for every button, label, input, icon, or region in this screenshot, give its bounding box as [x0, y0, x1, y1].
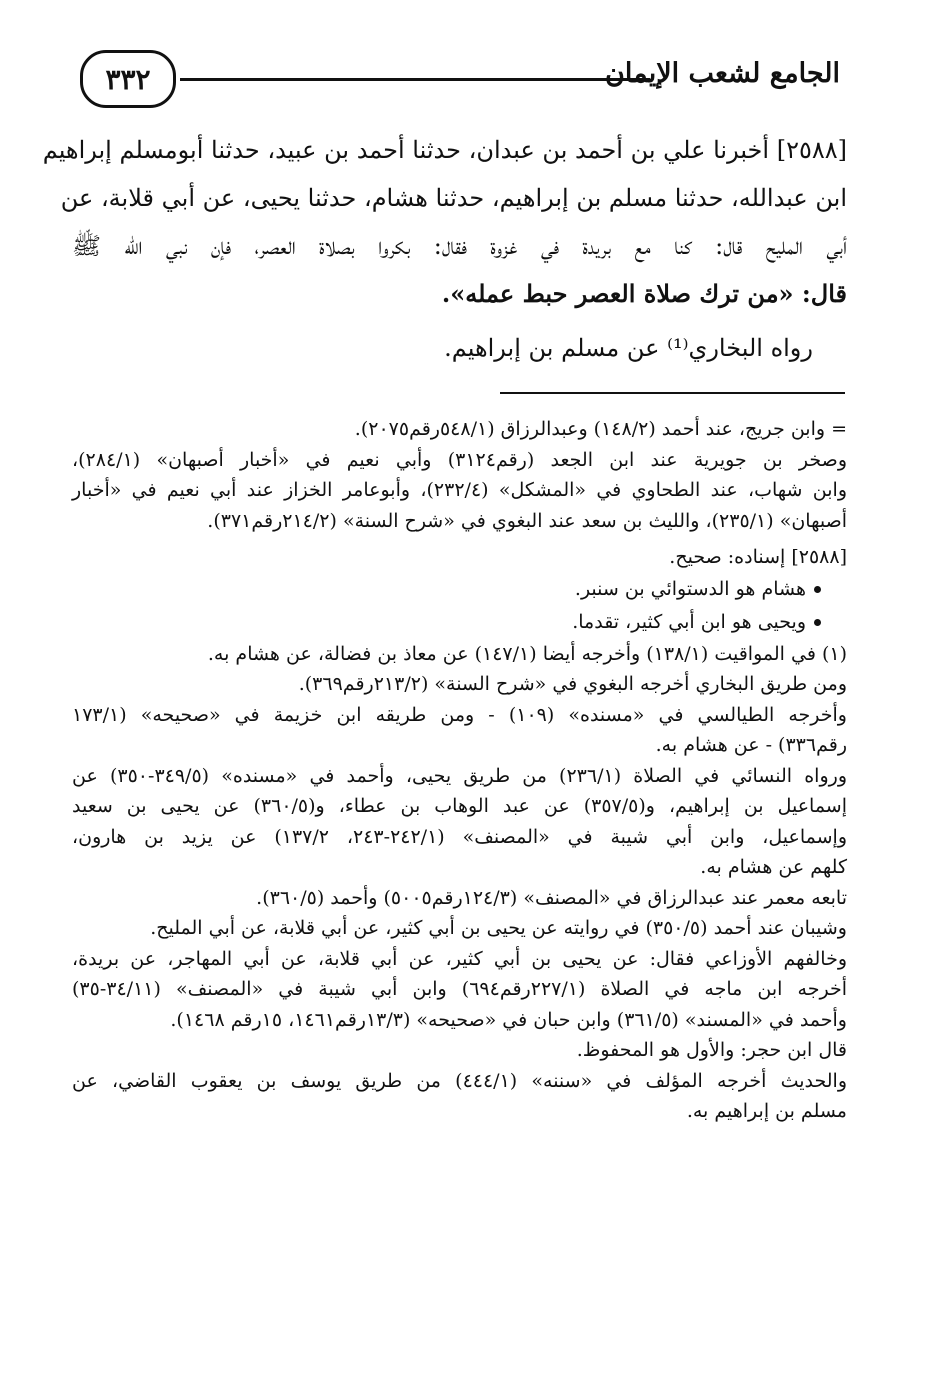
footnote-line: وأحمد في «المسند» (٣٦١/٥) وابن حبان في «صحيحه» (١٣/٣رقم١٤٦١، ١٥رقم ١٤٦٨). — [170, 1008, 847, 1031]
page-number: ٣٣٢ — [80, 50, 176, 108]
footnote-line: وشيبان عند أحمد (٣٥٠/٥) في روايته عن يحيى بن أبي كثير، عن أبي قلابة، عن أبي المليح. — [150, 917, 847, 939]
hadith-line: أبي المليح قال: كنا مع بريدة في غزوة فقال: بكروا بصلاة العصر، فإن نبي الله ﷺ — [72, 232, 847, 260]
hadith-line: ابن عبدالله، حدثنا مسلم بن إبراهيم، حدثنا هشام، حدثنا يحيى، عن أبي قلابة، عن — [60, 184, 847, 212]
footnote-line: وخالفهم الأوزاعي فقال: عن يحيى بن أبي كثير، عن أبي قلابة، عن أبي المهاجر، عن بريدة، — [72, 947, 847, 970]
footnotes — [72, 414, 847, 1127]
hadith-line: قال: «من ترك صلاة العصر حبط عمله». — [441, 279, 847, 308]
bullet-item: هشام هو الدستوائي بن سنبر. — [72, 573, 847, 606]
footnote-line: وأخرجه الطيالسي في «مسنده» (١٠٩) - ومن طريقه ابن خزيمة في «صحيحه» (١٧٣/١ — [72, 703, 847, 726]
footnote-line: إسماعيل بن إبراهيم، و(٣٥٧/٥) عن عبد الوهاب بن عطاء، و(٣٦٠/٥) عن يحيى بن سعيد — [72, 795, 848, 817]
bullet-icon — [814, 619, 821, 626]
hadith-text — [42, 126, 847, 318]
bullet-item: ويحيى هو ابن أبي كثير، تقدما. — [72, 606, 847, 639]
footnote-line: وصخر بن جويرية عند ابن الجعد (رقم٣١٢٤) وأبي نعيم في «أخبار أصبهان» (٢٨٤/١)، — [72, 448, 847, 471]
footnote-line: قال ابن حجر: والأول هو المحفوظ. — [576, 1039, 847, 1061]
footnote-line: والحديث أخرجه المؤلف في «سننه» (٤٤٤/١) من طريق يوسف بن يعقوب القاضي، عن — [72, 1069, 847, 1092]
footnote-line: أصبهان» (٢٣٥/١)، والليث بن سعد عند البغوي في «شرح السنة» (٢١٤/٢رقم٣٧١). — [207, 509, 847, 532]
footnote-line: ورواه النسائي في الصلاة (٢٣٦/١) من طريق يحيى، وأحمد في «مسنده» (٣٤٩/٥-٣٥٠) عن — [72, 764, 847, 787]
footnote-line: (١) في المواقيت (١٣٨/١) وأخرجه أيضا (١٤٧/١) عن معاذ بن فضالة، عن هشام به. — [207, 642, 847, 665]
footnote-separator — [500, 392, 845, 394]
isnad-heading: [٢٥٨٨] إسناده: صحيح. — [669, 546, 847, 568]
footnote-line: رقم٣٣٦) - عن هشام به. — [655, 734, 847, 756]
bullet-icon — [814, 586, 821, 593]
footnote-line: = وابن جريج، عند أحمد (١٤٨/٢) وعبدالرزاق (٥٤٨/١رقم٢٠٧٥). — [354, 418, 847, 440]
footnote-line: مسلم بن إبراهيم به. — [686, 1100, 847, 1122]
footnote-line: تابعه معمر عند عبدالرزاق في «المصنف» (١٢٤/٣رقم٥٠٠٥) وأحمد (٣٦٠/٥). — [256, 886, 847, 909]
hadith-line: [٢٥٨٨] أخبرنا علي بن أحمد بن عبدان، حدثنا أحمد بن عبيد، حدثنا أبومسلم إبراهيم — [42, 136, 847, 164]
page-header — [80, 50, 850, 110]
footnote-line: وابن شهاب، عند الطحاوي في «المشكل» (٢٣٢/٤)، وأبوعامر الخزاز عند أبي نعيم في «أخبار — [72, 479, 847, 501]
book-title: الجامع لشعب الإيمان — [605, 58, 840, 89]
header-rule — [180, 78, 650, 81]
footnote-line: ومن طريق البخاري أخرجه البغوي في «شرح السنة» (٢١٣/٢رقم٣٦٩). — [298, 673, 847, 695]
footnote-line: وإسماعيل، وابن أبي شيبة في «المصنف» (٢٤٢/١-٢٤٣، ١٣٧/٢) عن يزيد بن هارون، — [72, 825, 848, 848]
footnote-line: كلهم عن هشام به. — [700, 856, 847, 878]
footnote-line: أخرجه ابن ماجه في الصلاة (٢٢٧/١رقم٦٩٤) وابن أبي شيبة في «المصنف» (٣٤/١١-٣٥) — [72, 978, 847, 1000]
narration-line: رواه البخاري⁽¹⁾ عن مسلم بن إبراهيم. — [444, 334, 813, 362]
